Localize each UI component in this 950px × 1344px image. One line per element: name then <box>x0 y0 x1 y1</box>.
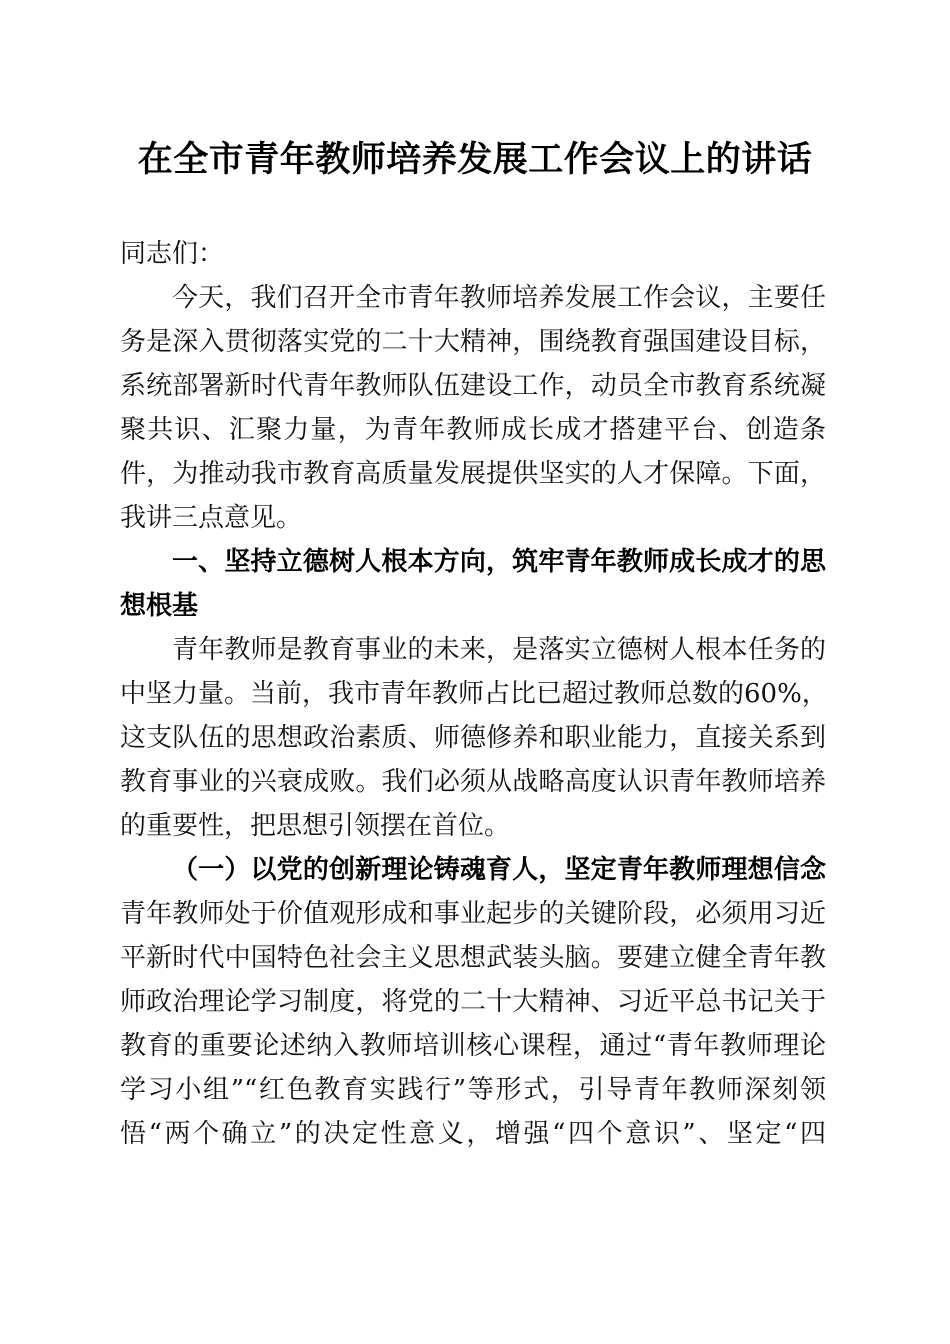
paragraph-line: 悟“两个确立”的决定性意义，增强“四个意识”、坚定“四 <box>120 1119 826 1149</box>
document-title: 在全市青年教师培养发展工作会议上的讲话 <box>137 140 813 180</box>
paragraph-line: 件，为推动我市教育高质量发展提供坚实的人才保障。下面， <box>120 459 826 489</box>
paragraph-line: 平新时代中国特色社会主义思想武装头脑。要建立健全青年教 <box>120 943 826 973</box>
paragraph-line: 中坚力量。当前，我市青年教师占比已超过教师总数的60%， <box>120 679 828 709</box>
paragraph-line: 教育事业的兴衰成败。我们必须从战略高度认识青年教师培养 <box>120 767 826 797</box>
paragraph-line: 务是深入贯彻落实党的二十大精神，围绕教育强国建设目标， <box>120 327 826 357</box>
paragraph-line: 学习小组”“红色教育实践行”等形式，引导青年教师深刻领 <box>120 1075 826 1105</box>
paragraph-line: 系统部署新时代青年教师队伍建设工作，动员全市教育系统凝 <box>120 371 826 401</box>
paragraph-line: 这支队伍的思想政治素质、师德修养和职业能力，直接关系到 <box>120 723 826 753</box>
paragraph-line: 聚共识、汇聚力量，为青年教师成长成才搭建平台、创造条 <box>120 415 826 445</box>
paragraph-line: 的重要性，把思想引领摆在首位。 <box>120 811 511 841</box>
subsection-heading: （一）以党的创新理论铸魂育人，坚定青年教师理想信念 <box>172 855 826 885</box>
paragraph-line: 青年教师是教育事业的未来，是落实立德树人根本任务的 <box>172 635 826 665</box>
paragraph-line: 我讲三点意见。 <box>120 503 303 533</box>
paragraph-line: 教育的重要论述纳入教师培训核心课程，通过“青年教师理论 <box>120 1031 826 1061</box>
document-body <box>120 232 826 1156</box>
paragraph-line: 青年教师处于价值观形成和事业起步的关键阶段，必须用习近 <box>120 899 826 929</box>
paragraph-line: 今天，我们召开全市青年教师培养发展工作会议，主要任 <box>172 283 826 313</box>
salutation: 同志们： <box>120 239 225 269</box>
section-heading: 想根基 <box>120 591 199 621</box>
paragraph-line: 师政治理论学习制度，将党的二十大精神、习近平总书记关于 <box>120 987 826 1017</box>
section-heading: 一、坚持立德树人根本方向，筑牢青年教师成长成才的思 <box>172 547 826 577</box>
